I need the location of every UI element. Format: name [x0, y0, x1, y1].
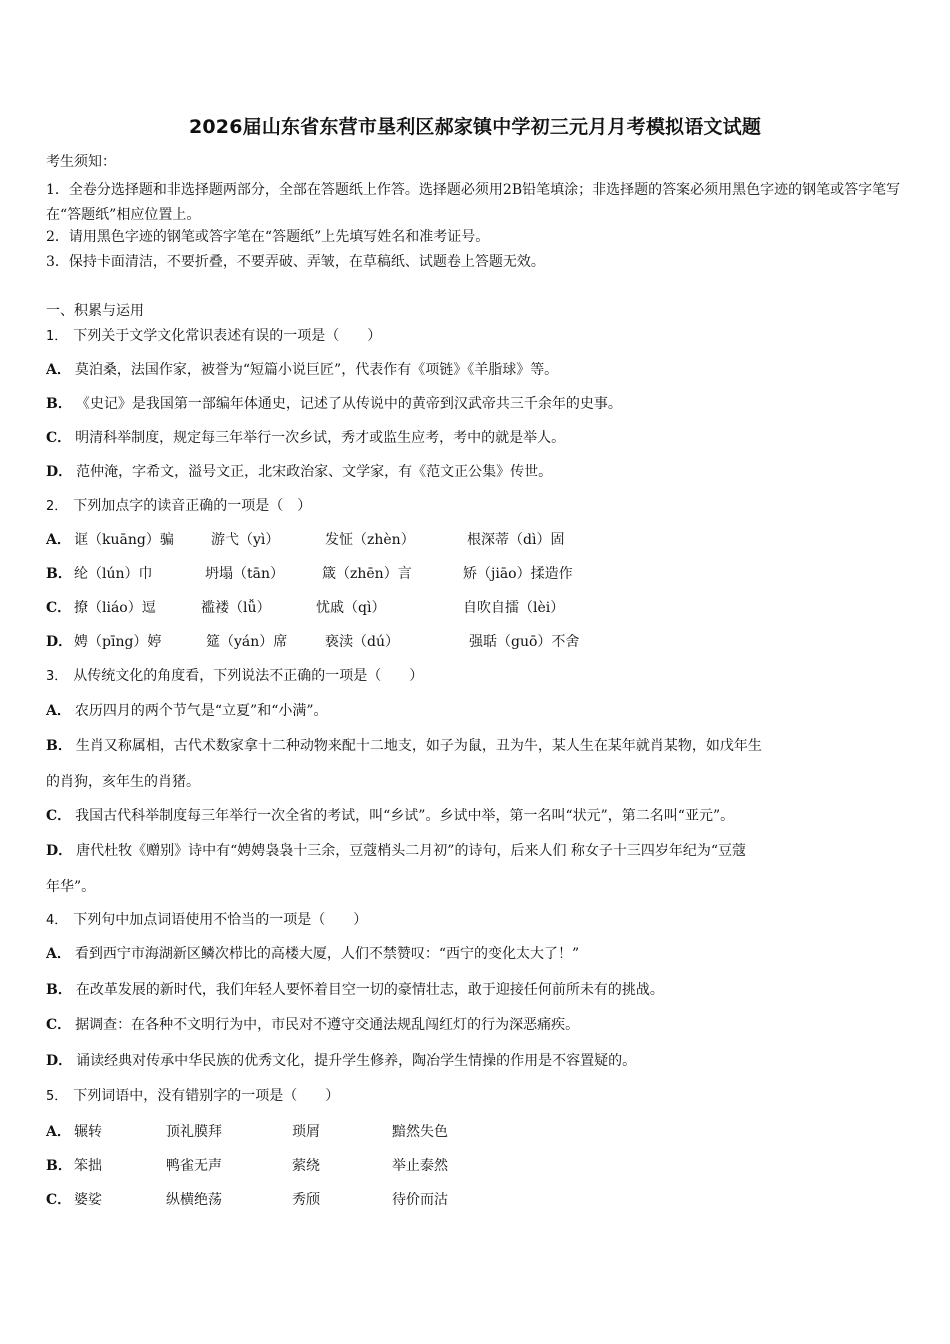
q3-option-d[interactable]: [46, 842, 746, 860]
option-word: 褴褛（lǚ）: [201, 600, 271, 616]
option-text: 生肖又称属相，古代术数家拿十二种动物来配十二地支，如子为鼠，丑为牛，某人生在某年就肖某物，如戊年生: [75, 738, 762, 754]
q1-option-b[interactable]: [46, 395, 622, 413]
q1-option-d[interactable]: [46, 463, 552, 481]
option-word: 黯然失色: [392, 1124, 448, 1140]
question-2: [46, 497, 311, 516]
option-letter: D．: [46, 1053, 73, 1069]
option-word: 鸭雀无声: [166, 1158, 222, 1174]
q3-option-a[interactable]: [46, 702, 328, 720]
option-letter: A．: [46, 532, 71, 548]
option-text: 看到西宁市海湖新区鳞次栉比的高楼大厦，人们不禁赞叹：“西宁的变化太大了！”: [74, 946, 580, 962]
notice-item-2: 2．请用黑色字迹的钢笔或答字笔在“答题纸”上先填写姓名和准考证号。: [46, 229, 490, 245]
option-letter: D．: [46, 843, 73, 859]
section-heading: 一、积累与运用: [46, 303, 144, 319]
option-letter: D．: [46, 464, 73, 480]
q1-option-a[interactable]: [46, 361, 558, 379]
option-letter: C．: [46, 808, 72, 824]
question-stem: 下列加点字的读音正确的一项是（ ）: [73, 498, 312, 514]
q3-option-b[interactable]: [46, 737, 762, 755]
option-word: 根深蒂（dì）固: [467, 532, 565, 548]
option-word: 自吹自擂（lèi）: [463, 600, 565, 616]
option-text: 明清科举制度，规定每三年举行一次乡试，秀才或监生应考，考中的就是举人。: [75, 430, 566, 446]
question-5: [46, 1087, 339, 1106]
option-letter: C．: [46, 430, 72, 446]
question-number: 3．: [46, 669, 68, 684]
option-word: 萦绕: [292, 1158, 320, 1174]
option-word: 待价而沽: [392, 1192, 448, 1208]
option-word: 笨拙: [74, 1158, 102, 1174]
option-letter: B．: [46, 982, 72, 998]
option-letter: C．: [46, 1192, 72, 1208]
option-word: 纵横绝荡: [166, 1192, 222, 1208]
option-word: 亵渎（dú）: [325, 634, 399, 650]
option-word: 强聒（guō）不舍: [469, 634, 580, 650]
option-word: 游弋（yì）: [211, 532, 280, 548]
q4-option-b[interactable]: [46, 981, 664, 999]
option-text: 农历四月的两个节气是“立夏”和“小满”。: [74, 703, 328, 719]
option-word: 娉（pīng）婷: [74, 634, 162, 650]
option-text: 莫泊桑，法国作家，被誉为“短篇小说巨匠”，代表作有《项链》《羊脂球》等。: [74, 362, 559, 378]
q3-option-b-continued: 的肖狗，亥年生的肖猪。: [46, 774, 200, 790]
option-word: 忧戚（qì）: [316, 600, 386, 616]
option-word: 举止泰然: [392, 1158, 448, 1174]
q3-option-c[interactable]: [46, 807, 734, 825]
q1-option-c[interactable]: [46, 429, 565, 447]
question-stem: 从传统文化的角度看，下列说法不正确的一项是（ ）: [73, 668, 424, 684]
notice-item-1: 1．全卷分选择题和非选择题两部分，全部在答题纸上作答。选择题必须用2B铅笔填涂；非选择题的答案必须用黑色字迹的钢笔或答字笔写在“答题纸”相应位置上。: [46, 182, 901, 223]
question-number: 4．: [46, 913, 68, 928]
q4-option-a[interactable]: [46, 945, 579, 963]
option-word: 矫（jiāo）揉造作: [463, 566, 573, 582]
option-letter: B．: [46, 1158, 72, 1174]
option-text: 范仲淹，字希文，溢号文正，北宋政治家、文学家，有《范文正公集》传世。: [76, 464, 553, 480]
question-1: [46, 327, 381, 346]
option-word: 坍塌（tān）: [205, 566, 284, 582]
option-letter: D．: [46, 634, 73, 650]
question-stem: 下列关于文学文化常识表述有误的一项是（ ）: [73, 328, 382, 344]
option-word: 辗转: [74, 1124, 102, 1140]
option-word: 纶（lún）巾: [74, 566, 153, 582]
q4-option-c[interactable]: [46, 1016, 579, 1034]
option-word: 诓（kuāng）骗: [74, 532, 174, 548]
option-word: 婆娑: [74, 1192, 102, 1208]
option-letter: A．: [46, 362, 71, 378]
question-4: [46, 911, 367, 930]
question-number: 5．: [46, 1089, 68, 1104]
option-text: 在改革发展的新时代，我们年轻人要怀着目空一切的豪情壮志，敢于迎接任何前所未有的挑战。: [75, 982, 664, 998]
option-letter: A．: [46, 703, 71, 719]
question-stem: 下列句中加点词语使用不恰当的一项是（ ）: [73, 912, 368, 928]
option-letter: A．: [46, 1124, 71, 1140]
option-letter: C．: [46, 600, 72, 616]
notice-item-3: 3．保持卡面清洁，不要折叠，不要弄破、弄皱，在草稿纸、试题卷上答题无效。: [46, 254, 545, 270]
notice-heading: 考生须知：: [46, 154, 116, 170]
option-letter: B．: [46, 566, 72, 582]
option-letter: B．: [46, 396, 72, 412]
option-text: 我国古代科举制度每三年举行一次全省的考试，叫“乡试”。乡试中举，第一名叫“状元”，第二名叫“亚元”。: [75, 808, 735, 824]
q3-option-d-continued: 年华”。: [46, 879, 96, 895]
option-letter: C．: [46, 1017, 72, 1033]
page-title: 2026届山东省东营市垦利区郝家镇中学初三元月月考模拟语文试题: [188, 116, 762, 138]
question-number: 2．: [46, 499, 68, 514]
option-text: 据调查：在各种不文明行为中，市民对不遵守交通法规乱闯红灯的行为深恶痛疾。: [75, 1017, 580, 1033]
q4-option-d[interactable]: [46, 1052, 636, 1070]
option-text: 诵读经典对传承中华民族的优秀文化，提升学生修养，陶冶学生情操的作用是不容置疑的。: [76, 1053, 637, 1069]
option-text: 《史记》是我国第一部编年体通史，记述了从传说中的黄帝到汉武帝共三千余年的史事。: [75, 396, 622, 412]
option-word: 箴（zhēn）言: [322, 566, 412, 582]
option-word: 顶礼膜拜: [166, 1124, 222, 1140]
option-word: 琐屑: [292, 1124, 320, 1140]
question-3: [46, 667, 423, 686]
question-stem: 下列词语中，没有错别字的一项是（ ）: [73, 1088, 340, 1104]
question-number: 1．: [46, 329, 68, 344]
option-text: 唐代杜牧《赠别》诗中有“娉娉袅袅十三余，豆蔻梢头二月初”的诗句，后来人们 称女子十三四岁年纪为“豆蔻: [76, 843, 747, 859]
option-letter: B．: [46, 738, 72, 754]
option-word: 撩（liáo）逗: [74, 600, 156, 616]
option-word: 秀颀: [292, 1192, 320, 1208]
option-word: 筵（yán）席: [206, 634, 288, 650]
option-letter: A．: [46, 946, 71, 962]
option-word: 发怔（zhèn）: [325, 532, 415, 548]
